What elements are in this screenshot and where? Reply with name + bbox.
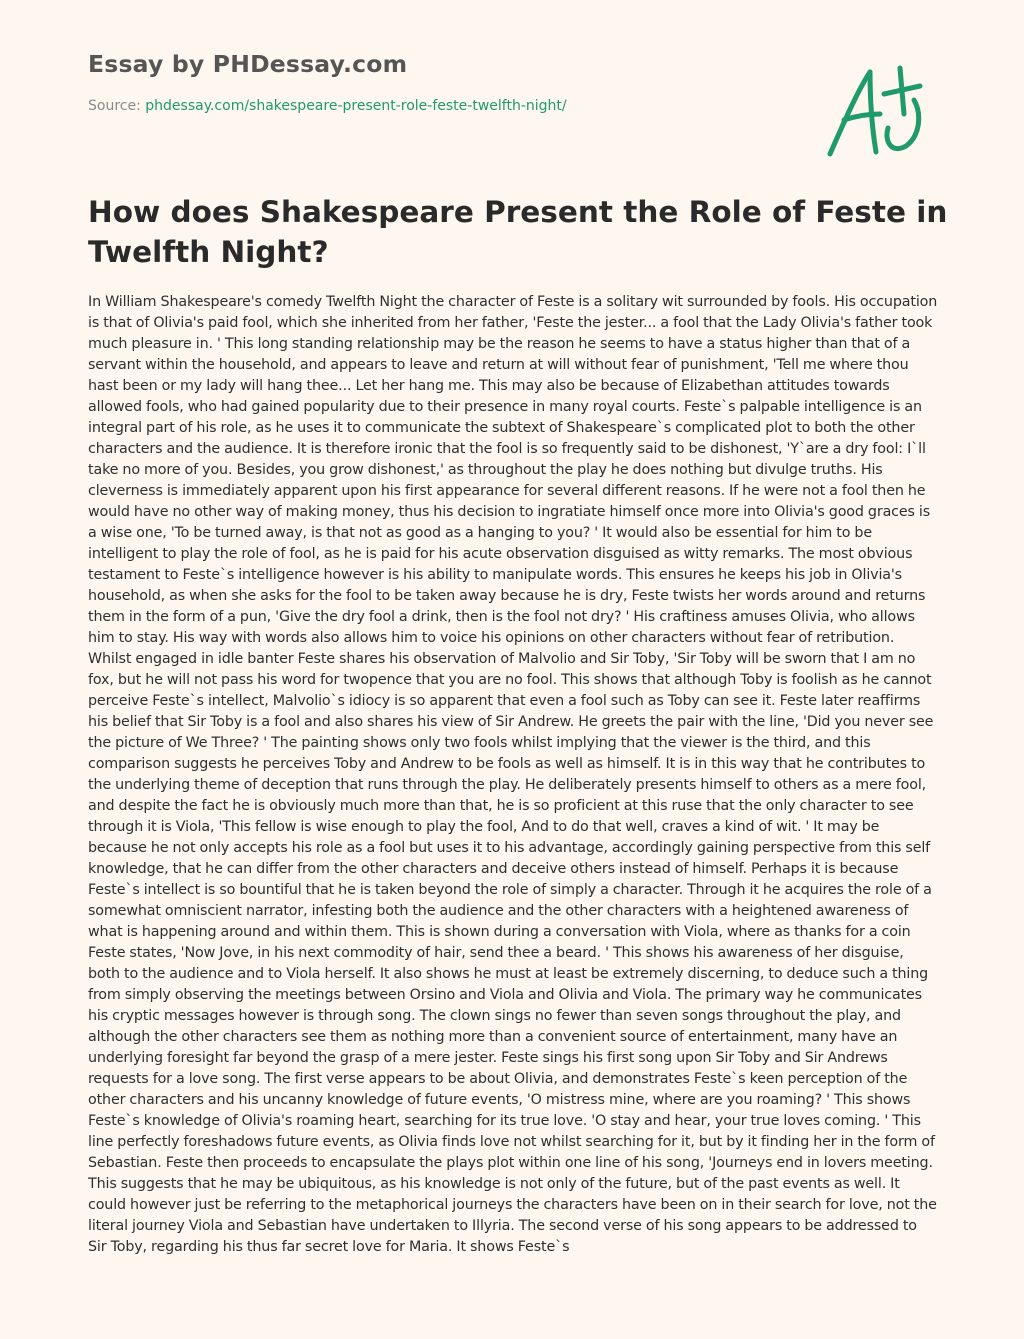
a-plus-logo-icon xyxy=(822,62,932,162)
essay-body: In William Shakespeare's comedy Twelfth Night the character of Feste is a solitary wit surrounded by fools. His occupation is that of Olivia's paid fool, which she inherited from her father, 'Feste the jester... a fool that the Lady Olivia's father took much pleasure in. ' This long standing relationship may be the reason he seems to have a status higher than that of a servant within the household, and appears to leave and return at will without fear of punishment, 'Tell me where thou hast been or my lady will hang thee... Let her hang me. This may also be because of Elizabethan attitudes towards allowed fools, who had gained popularity due to their presence in many royal courts. Feste`s palpable intelligence is an integral part of his role, as he uses it to communicate the subtext of Shakespeare`s complicated plot to both the other characters and the audience. It is therefore ironic that the fool is so frequently said to be dishonest, 'Y`are a dry fool: I`ll take no more of you. Besides, you grow dishonest,' as throughout the play he does nothing but divulge truths. His cleverness is immediately apparent upon his first appearance for several different reasons. If he were not a fool then he would have no other way of making money, thus his decision to ingratiate himself once more into Olivia's good graces is a wise one, 'To be turned away, is that not as good as a hanging to you? ' It would also be essential for him to be intelligent to play the role of fool, as he is paid for his acute observation disguised as witty remarks. The most obvious testament to Feste`s intelligence however is his ability to manipulate words. This ensures he keeps his job in Olivia's household, as when she asks for the fool to be taken away because he is dry, Feste twists her words around and returns them in the form of a pun, 'Give the dry fool a drink, then is the fool not dry? ' His craftiness amuses Olivia, who allows him to stay. His way with words also allows him to voice his opinions on other characters without fear of retribution. Whilst engaged in idle banter Feste shares his observation of Malvolio and Sir Toby, 'Sir Toby will be sworn that I am no fox, but he will not pass his word for twopence that you are no fool. This shows that although Toby is foolish as he cannot perceive Feste`s intellect, Malvolio`s idiocy is so apparent that even a fool such as Toby can see it. Feste later reaffirms his belief that Sir Toby is a fool and also shares his view of Sir Andrew. He greets the pair with the line, 'Did you never see the picture of We Three? ' The painting shows only two fools whilst implying that the viewer is the third, and this comparison suggests he perceives Toby and Andrew to be fools as well as himself. It is in this way that he contributes to the underlying theme of deception that runs through the play. He deliberately presents himself to others as a mere fool, and despite the fact he is obviously much more than that, he is so proficient at this ruse that the only character to see through it is Viola, 'This fellow is wise enough to play the fool, And to do that well, craves a kind of wit. ' It may be because he not only accepts his role as a fool but uses it to his advantage, accordingly gaining perspective from this self knowledge, that he can differ from the other characters and deceive others instead of himself. Perhaps it is because Feste`s intellect is so bountiful that he is taken beyond the role of simply a character. Through it he acquires the role of a somewhat omniscient narrator, infesting both the audience and the other characters with a heightened awareness of what is happening around and within them. This is shown during a conversation with Viola, where as thanks for a coin Feste states, 'Now Jove, in his next commodity of hair, send thee a beard. ' This shows his awareness of her disguise, both to the audience and to Viola herself. It also shows he must at least be extremely discerning, to deduce such a thing from simply observing the meetings between Orsino and Viola and Olivia and Viola. The primary way he communicates his cryptic messages however is through song. The clown sings no fewer than seven songs throughout the play, and although the other characters see them as nothing more than a convenient source of entertainment, many have an underlying foresight far beyond the grasp of a mere jester. Feste sings his first song upon Sir Toby and Sir Andrews requests for a love song. The first verse appears to be about Olivia, and demonstrates Feste`s keen perception of the other characters and his uncanny knowledge of future events, 'O mistress mine, where are you roaming? ' This shows Feste`s knowledge of Olivia's roaming heart, searching for its true love. 'O stay and hear, your true loves coming. ' This line perfectly foreshadows future events, as Olivia finds love not whilst searching for it, but by it finding her in the form of Sebastian. Feste then proceeds to encapsulate the plays plot within one line of his song, 'Journeys end in lovers meeting. This suggests that he may be ubiquitous, as his knowledge is not only of the future, but of the past events as well. It could however just be referring to the metaphorical journeys the characters have been on in their search for love, not the literal journey Viola and Sebastian have undertaken to Illyria. The second verse of his song appears to be addressed to Sir Toby, regarding his thus far secret love for Maria. It shows Feste`s xyxy=(88,294,938,1255)
document-title: How does Shakespeare Present the Role of Feste in Twelfth Night? xyxy=(88,195,948,269)
source-line xyxy=(88,98,567,114)
site-header xyxy=(88,50,567,114)
site-title: Essay by PHDessay.com xyxy=(88,50,408,78)
source-link[interactable]: phdessay.com/shakespeare-present-role-feste-twelfth-night/ xyxy=(145,98,567,114)
source-label: Source: xyxy=(88,98,141,114)
